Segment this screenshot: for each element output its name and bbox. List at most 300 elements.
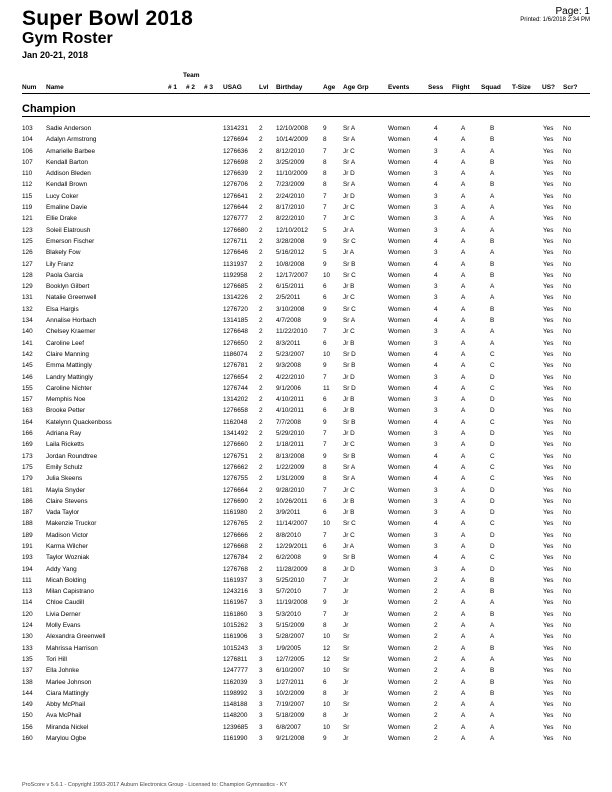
- cell-scr: No: [563, 350, 572, 358]
- cell-usag: 1276765: [223, 520, 248, 528]
- cell-scr: No: [563, 497, 572, 505]
- cell-age: 8: [323, 463, 327, 471]
- cell-us: Yes: [543, 125, 554, 132]
- cell-birthday: 11/19/2008: [276, 599, 308, 607]
- cell-events: Women: [388, 610, 410, 618]
- cell-sess: 3: [434, 497, 438, 505]
- cell-age-grp: Jr: [343, 678, 349, 686]
- cell-name: Lily Franz: [46, 260, 74, 268]
- cell-age-grp: Sr C: [343, 305, 356, 313]
- cell-lvl: 2: [259, 125, 263, 132]
- cell-scr: No: [563, 441, 572, 449]
- cell-scr: No: [563, 384, 572, 392]
- cell-us: Yes: [543, 599, 554, 607]
- table-row: [0, 722, 612, 733]
- cell-flight: A: [461, 249, 466, 257]
- cell-birthday: 4/10/2011: [276, 407, 304, 415]
- cell-age-grp: Jr B: [343, 497, 355, 505]
- cell-squad: C: [490, 418, 495, 426]
- cell-flight: A: [461, 441, 466, 449]
- cell-name: Amarielle Barbee: [46, 147, 96, 155]
- cell-events: Women: [388, 125, 410, 132]
- cell-scr: No: [563, 689, 572, 697]
- cell-sess: 3: [434, 204, 438, 212]
- cell-num: 110: [22, 170, 33, 178]
- cell-us: Yes: [543, 170, 554, 178]
- cell-flight: A: [461, 475, 466, 483]
- cell-us: Yes: [543, 542, 554, 550]
- cell-us: Yes: [543, 701, 554, 709]
- cell-sess: 3: [434, 294, 438, 302]
- cell-age: 10: [323, 350, 331, 358]
- cell-num: 131: [22, 294, 33, 302]
- cell-scr: No: [563, 554, 572, 562]
- cell-lvl: 3: [259, 689, 263, 697]
- cell-age-grp: Jr C: [343, 531, 355, 539]
- cell-usag: 1276639: [223, 170, 248, 178]
- cell-squad: A: [490, 215, 495, 223]
- col-header-num: Num: [22, 84, 37, 91]
- cell-age: 9: [323, 735, 327, 743]
- cell-scr: No: [563, 192, 572, 200]
- cell-birthday: 9/28/2010: [276, 486, 305, 494]
- cell-usag: 1341492: [223, 430, 248, 438]
- cell-us: Yes: [543, 192, 554, 200]
- cell-squad: D: [490, 441, 495, 449]
- cell-age-grp: Jr: [343, 599, 349, 607]
- cell-squad: B: [490, 678, 495, 686]
- cell-us: Yes: [543, 181, 554, 189]
- cell-squad: B: [490, 136, 495, 144]
- cell-usag: 1161860: [223, 610, 248, 618]
- table-row: [0, 597, 612, 608]
- cell-squad: B: [490, 181, 495, 189]
- cell-flight: A: [461, 542, 466, 550]
- printed-timestamp: Printed: 1/6/2018 2:34 PM: [520, 17, 590, 23]
- table-row: [0, 146, 612, 157]
- cell-sess: 4: [434, 418, 438, 426]
- cell-squad: A: [490, 328, 495, 336]
- cell-us: Yes: [543, 644, 554, 652]
- cell-sess: 4: [434, 452, 438, 460]
- cell-scr: No: [563, 305, 572, 313]
- cell-num: 166: [22, 430, 33, 438]
- table-row: [0, 507, 612, 518]
- cell-events: Women: [388, 497, 410, 505]
- cell-events: Women: [388, 396, 410, 404]
- cell-age: 9: [323, 362, 327, 370]
- cell-lvl: 2: [259, 192, 263, 200]
- cell-us: Yes: [543, 294, 554, 302]
- cell-squad: B: [490, 667, 495, 675]
- cell-sess: 4: [434, 463, 438, 471]
- cell-num: 128: [22, 271, 33, 279]
- cell-squad: C: [490, 384, 495, 392]
- cell-birthday: 5/29/2010: [276, 430, 305, 438]
- cell-us: Yes: [543, 317, 554, 325]
- cell-us: Yes: [543, 215, 554, 223]
- cell-name: Livia Derner: [46, 610, 81, 618]
- cell-num: 138: [22, 678, 33, 686]
- cell-age-grp: Sr: [343, 701, 350, 709]
- cell-flight: A: [461, 260, 466, 268]
- table-row: [0, 191, 612, 202]
- cell-name: Vada Taylor: [46, 509, 80, 517]
- cell-us: Yes: [543, 655, 554, 663]
- cell-usag: 1148200: [223, 712, 248, 720]
- cell-scr: No: [563, 215, 572, 223]
- table-row: [0, 473, 612, 484]
- cell-flight: A: [461, 667, 466, 675]
- cell-birthday: 7/23/2009: [276, 181, 305, 189]
- cell-events: Women: [388, 667, 410, 675]
- cell-name: Blakely Fow: [46, 249, 81, 257]
- cell-lvl: 3: [259, 655, 263, 663]
- cell-sess: 3: [434, 283, 438, 291]
- report-subtitle: Gym Roster: [22, 30, 113, 47]
- cell-lvl: 2: [259, 565, 263, 573]
- cell-sess: 4: [434, 317, 438, 325]
- cell-num: 186: [22, 497, 33, 505]
- cell-age-grp: Jr C: [343, 486, 355, 494]
- cell-sess: 4: [434, 384, 438, 392]
- cell-events: Women: [388, 430, 410, 438]
- cell-flight: A: [461, 384, 466, 392]
- cell-lvl: 2: [259, 486, 263, 494]
- cell-sess: 2: [434, 576, 438, 584]
- cell-sess: 2: [434, 701, 438, 709]
- cell-usag: 1276668: [223, 542, 248, 550]
- cell-flight: A: [461, 520, 466, 528]
- cell-name: Ellie Drake: [46, 215, 77, 223]
- cell-scr: No: [563, 712, 572, 720]
- cell-usag: 1276654: [223, 373, 248, 381]
- cell-events: Women: [388, 576, 410, 584]
- cell-flight: A: [461, 226, 466, 234]
- cell-usag: 1314185: [223, 317, 248, 325]
- cell-flight: A: [461, 644, 466, 652]
- cell-flight: A: [461, 576, 466, 584]
- cell-age: 8: [323, 712, 327, 720]
- cell-age: 11: [323, 384, 330, 392]
- cell-num: 140: [22, 328, 33, 336]
- cell-squad: A: [490, 192, 495, 200]
- cell-sess: 3: [434, 339, 438, 347]
- cell-lvl: 3: [259, 667, 263, 675]
- cell-birthday: 1/18/2011: [276, 441, 304, 449]
- cell-lvl: 3: [259, 588, 263, 596]
- cell-birthday: 8/17/2010: [276, 204, 305, 212]
- cell-events: Women: [388, 215, 410, 223]
- cell-name: Sadie Anderson: [46, 125, 92, 132]
- cell-age-grp: Jr: [343, 622, 349, 630]
- cell-sess: 2: [434, 667, 438, 675]
- cell-lvl: 2: [259, 260, 263, 268]
- cell-sess: 2: [434, 712, 438, 720]
- cell-age: 12: [323, 644, 331, 652]
- cell-lvl: 3: [259, 678, 263, 686]
- cell-sess: 3: [434, 147, 438, 155]
- cell-usag: 1276784: [223, 554, 248, 562]
- cell-flight: A: [461, 237, 466, 245]
- cell-birthday: 3/25/2009: [276, 158, 305, 166]
- cell-lvl: 2: [259, 170, 263, 178]
- cell-age: 7: [323, 610, 327, 618]
- cell-birthday: 8/22/2010: [276, 215, 305, 223]
- cell-lvl: 2: [259, 554, 263, 562]
- cell-scr: No: [563, 509, 572, 517]
- cell-events: Women: [388, 136, 410, 144]
- cell-us: Yes: [543, 565, 554, 573]
- cell-usag: 1276768: [223, 565, 248, 573]
- page-number: Page: 1: [555, 6, 590, 17]
- cell-sess: 4: [434, 475, 438, 483]
- cell-squad: B: [490, 317, 495, 325]
- cell-us: Yes: [543, 576, 554, 584]
- cell-events: Women: [388, 554, 410, 562]
- cell-name: Soleil Elatroush: [46, 226, 91, 234]
- cell-flight: A: [461, 294, 466, 302]
- cell-sess: 4: [434, 305, 438, 313]
- table-row: [0, 620, 612, 631]
- cell-squad: B: [490, 576, 495, 584]
- cell-age: 5: [323, 226, 327, 234]
- cell-events: Women: [388, 350, 410, 358]
- cell-sess: 4: [434, 260, 438, 268]
- col-header-scr: Scr?: [563, 84, 578, 91]
- cell-sess: 3: [434, 509, 438, 517]
- cell-name: Taylor Wozniak: [46, 554, 90, 562]
- cell-flight: A: [461, 430, 466, 438]
- cell-lvl: 2: [259, 283, 263, 291]
- cell-name: Addison Bleden: [46, 170, 91, 178]
- cell-birthday: 10/2/2009: [276, 689, 305, 697]
- cell-events: Women: [388, 678, 410, 686]
- table-row: [0, 281, 612, 292]
- col-header-name: Name: [46, 84, 64, 91]
- cell-scr: No: [563, 622, 572, 630]
- cell-usag: 1314231: [223, 125, 248, 132]
- cell-name: Madison Victor: [46, 531, 89, 539]
- cell-scr: No: [563, 576, 572, 584]
- cell-events: Women: [388, 271, 410, 279]
- cell-lvl: 2: [259, 362, 263, 370]
- table-row: [0, 202, 612, 213]
- cell-flight: A: [461, 283, 466, 291]
- cell-birthday: 8/8/2010: [276, 531, 301, 539]
- cell-flight: A: [461, 305, 466, 313]
- cell-sess: 4: [434, 136, 438, 144]
- cell-lvl: 2: [259, 463, 263, 471]
- col-header-us: US?: [542, 84, 555, 91]
- cell-flight: A: [461, 147, 466, 155]
- section-title: Champion: [22, 103, 76, 115]
- cell-flight: A: [461, 373, 466, 381]
- cell-scr: No: [563, 531, 572, 539]
- cell-num: 106: [22, 147, 33, 155]
- cell-age: 5: [323, 249, 327, 257]
- cell-events: Women: [388, 147, 410, 155]
- cell-flight: A: [461, 554, 466, 562]
- cell-name: Emerson Fischer: [46, 237, 95, 245]
- cell-name: Lucy Coker: [46, 192, 79, 200]
- cell-birthday: 12/29/2011: [276, 542, 308, 550]
- table-row: [0, 292, 612, 303]
- cell-age: 7: [323, 531, 327, 539]
- col-header-team2: # 2: [186, 84, 196, 91]
- cell-name: Natalie Greenwell: [46, 294, 97, 302]
- cell-lvl: 2: [259, 158, 263, 166]
- table-row: [0, 710, 612, 721]
- cell-us: Yes: [543, 486, 554, 494]
- cell-flight: A: [461, 531, 466, 539]
- cell-usag: 1314202: [223, 396, 248, 404]
- cell-us: Yes: [543, 723, 554, 731]
- cell-squad: A: [490, 712, 495, 720]
- cell-age: 6: [323, 283, 327, 291]
- cell-name: Emily Schulz: [46, 463, 83, 471]
- cell-sess: 3: [434, 373, 438, 381]
- cell-sess: 3: [434, 249, 438, 257]
- cell-age-grp: Jr C: [343, 294, 355, 302]
- cell-events: Women: [388, 181, 410, 189]
- cell-num: 193: [22, 554, 33, 562]
- cell-num: 135: [22, 655, 33, 663]
- cell-age: 9: [323, 418, 327, 426]
- cell-usag: 1314226: [223, 294, 248, 302]
- cell-flight: A: [461, 723, 466, 731]
- cell-flight: A: [461, 610, 466, 618]
- cell-usag: 1239685: [223, 723, 248, 731]
- cell-lvl: 2: [259, 520, 263, 528]
- cell-lvl: 2: [259, 294, 263, 302]
- cell-age: 6: [323, 407, 327, 415]
- cell-flight: A: [461, 396, 466, 404]
- cell-name: Marlee Johnson: [46, 678, 92, 686]
- cell-birthday: 5/23/2007: [276, 350, 305, 358]
- cell-num: 164: [22, 418, 33, 426]
- cell-scr: No: [563, 136, 572, 144]
- cell-scr: No: [563, 588, 572, 596]
- cell-birthday: 5/18/2009: [276, 712, 305, 720]
- cell-num: 188: [22, 520, 33, 528]
- cell-num: 124: [22, 622, 33, 630]
- cell-lvl: 2: [259, 531, 263, 539]
- cell-lvl: 2: [259, 373, 263, 381]
- cell-squad: A: [490, 735, 495, 743]
- cell-squad: D: [490, 542, 495, 550]
- cell-squad: C: [490, 362, 495, 370]
- cell-age: 7: [323, 430, 327, 438]
- cell-birthday: 4/10/2011: [276, 396, 304, 404]
- cell-us: Yes: [543, 452, 554, 460]
- cell-usag: 1276698: [223, 158, 248, 166]
- cell-us: Yes: [543, 271, 554, 279]
- table-row: [0, 688, 612, 699]
- cell-flight: A: [461, 204, 466, 212]
- cell-usag: 1276662: [223, 463, 248, 471]
- cell-us: Yes: [543, 554, 554, 562]
- cell-us: Yes: [543, 362, 554, 370]
- section-divider: [22, 116, 590, 117]
- cell-name: Mayla Snyder: [46, 486, 86, 494]
- cell-events: Women: [388, 701, 410, 709]
- cell-usag: 1162039: [223, 678, 248, 686]
- table-row: [0, 654, 612, 665]
- cell-flight: A: [461, 158, 466, 166]
- cell-events: Women: [388, 305, 410, 313]
- cell-age: 8: [323, 181, 327, 189]
- cell-sess: 3: [434, 192, 438, 200]
- cell-flight: A: [461, 328, 466, 336]
- cell-scr: No: [563, 475, 572, 483]
- cell-scr: No: [563, 430, 572, 438]
- cell-squad: D: [490, 430, 495, 438]
- cell-us: Yes: [543, 588, 554, 596]
- cell-sess: 3: [434, 328, 438, 336]
- cell-sess: 3: [434, 226, 438, 234]
- cell-events: Women: [388, 520, 410, 528]
- cell-age-grp: Sr A: [343, 181, 356, 189]
- cell-us: Yes: [543, 407, 554, 415]
- cell-us: Yes: [543, 497, 554, 505]
- cell-lvl: 2: [259, 339, 263, 347]
- cell-events: Women: [388, 170, 410, 178]
- cell-squad: D: [490, 509, 495, 517]
- cell-sess: 2: [434, 723, 438, 731]
- cell-scr: No: [563, 373, 572, 381]
- cell-events: Women: [388, 237, 410, 245]
- cell-lvl: 2: [259, 317, 263, 325]
- cell-birthday: 1/31/2009: [276, 475, 305, 483]
- table-row: [0, 575, 612, 586]
- cell-age: 6: [323, 678, 327, 686]
- cell-squad: B: [490, 158, 495, 166]
- cell-age: 12: [323, 655, 331, 663]
- cell-age-grp: Sr B: [343, 418, 356, 426]
- cell-name: Brooke Petter: [46, 407, 86, 415]
- cell-age-grp: Sr A: [343, 136, 356, 144]
- cell-flight: A: [461, 701, 466, 709]
- cell-num: 127: [22, 260, 33, 268]
- cell-sess: 4: [434, 158, 438, 166]
- cell-num: 115: [22, 192, 33, 200]
- cell-events: Women: [388, 418, 410, 426]
- cell-name: Annalise Horbach: [46, 317, 97, 325]
- cell-us: Yes: [543, 260, 554, 268]
- cell-age: 8: [323, 475, 327, 483]
- cell-us: Yes: [543, 249, 554, 257]
- cell-squad: D: [490, 497, 495, 505]
- cell-scr: No: [563, 520, 572, 528]
- table-row: [0, 541, 612, 552]
- cell-squad: D: [490, 396, 495, 404]
- table-row: [0, 428, 612, 439]
- cell-age: 10: [323, 271, 331, 279]
- cell-age: 9: [323, 125, 327, 132]
- cell-num: 181: [22, 486, 33, 494]
- cell-age: 10: [323, 723, 331, 731]
- cell-squad: C: [490, 452, 495, 460]
- cell-name: Caroline Leef: [46, 339, 85, 347]
- cell-age: 9: [323, 317, 327, 325]
- cell-lvl: 3: [259, 723, 263, 731]
- cell-scr: No: [563, 735, 572, 743]
- cell-us: Yes: [543, 147, 554, 155]
- cell-flight: A: [461, 271, 466, 279]
- cell-events: Women: [388, 260, 410, 268]
- cell-age: 7: [323, 215, 327, 223]
